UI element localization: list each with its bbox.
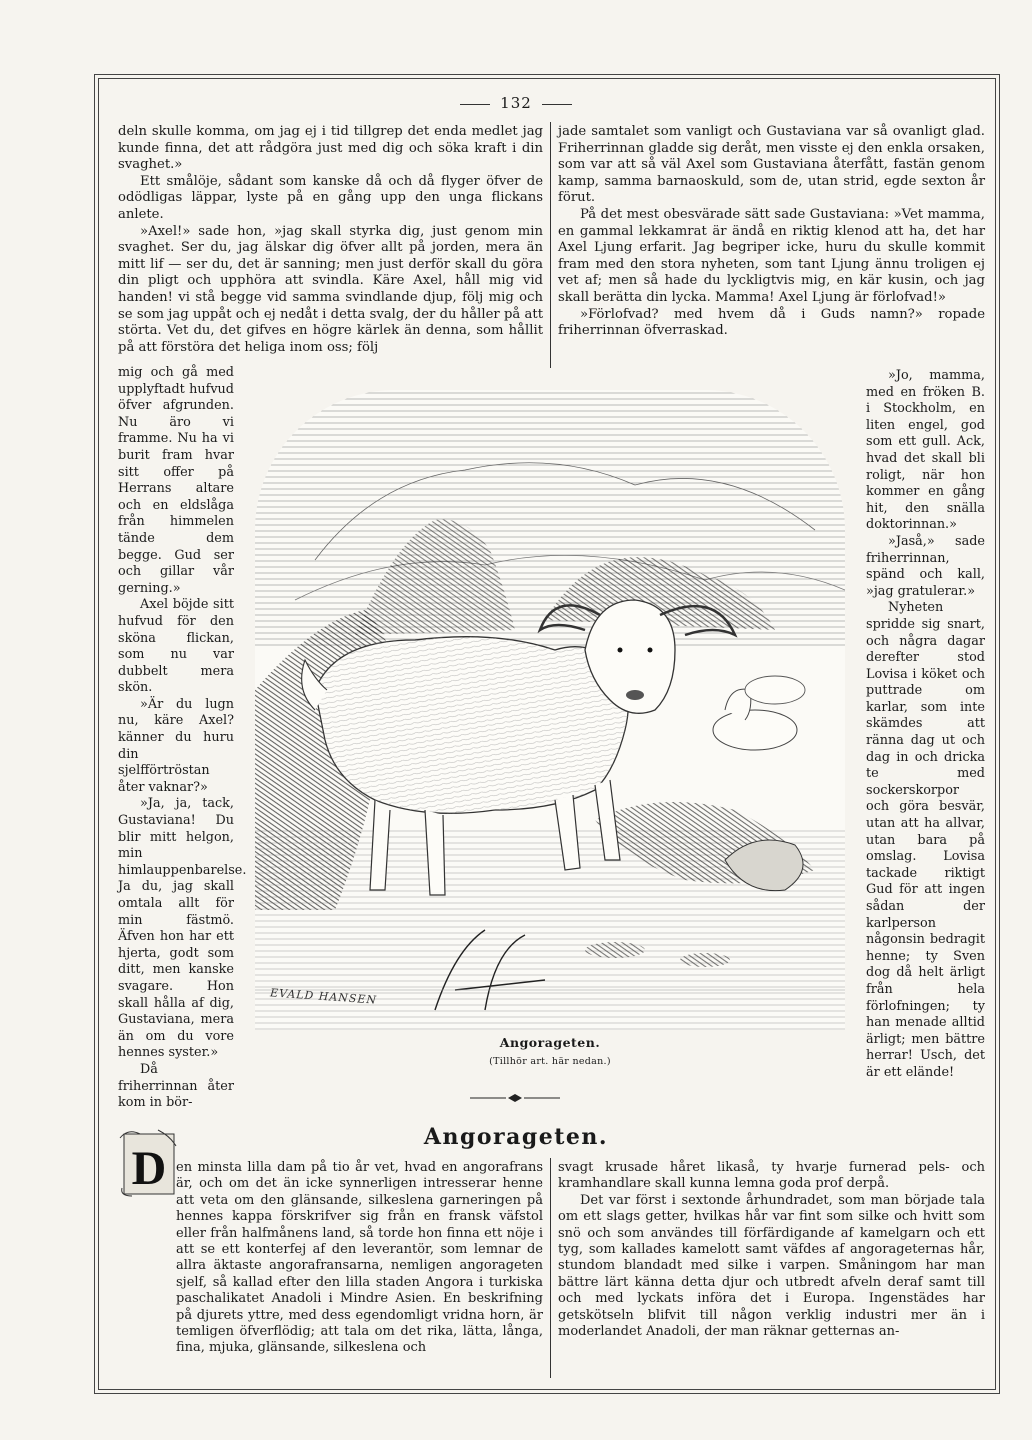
paragraph: »Axel!» sade hon, »jag skall styrka dig, just genom min svaghet. Ser du, jag älskar dig öfver allt på jorden, mera än mitt lif — ser du, det är sanning; men just derför skall du göra din pligt och upphöra att svindla. Käre Axel, håll mig vid handen! vi stå begge vid samma svindlande djup, följ mig och se som jag uppåt och ej nedåt i detta svalg, der du håller på att störta. Vet du, det gifves en högre kärlek än denna, som hållit på att förstöra det heliga inom oss; följ (118, 223, 543, 355)
illustration-caption (255, 1035, 845, 1067)
paragraph: mig och gå med upplyftadt hufvud öfver afgrunden. Nu äro vi framme. Nu ha vi burit fram hvar sitt offer på Herrans altare och en eldslåga från himmelen tände dem begge. Gud ser och gillar vår gerning.» (118, 365, 234, 596)
engraver-signature: EVALD HANSEN (269, 986, 378, 1007)
paragraph: »Jo, mamma, med en fröken B. i Stockholm, en liten engel, god som ett gull. Ack, hvad det skall bli roligt, när hon kommer en gång hit, den snälla doktorinnan.» (866, 368, 985, 533)
paragraph: en minsta lilla dam på tio år vet, hvad en angorafrans är, och om det än icke synnerligen intresserar henne att veta om den glänsande, silkeslena garneringen på hennes kappa förskrifver sig från en fransk väfstol eller från halfmånens land, så torde hon finna ett nöje i att se ett konterfej af den leverantör, som lemnar de allra äktaste angorafransarna, nemligen angorageten sjelf, så kallad efter den lilla staden Angora i turkiska paschalikatet Anadoli i Mindre Asien. En beskrifning på djurets yttre, med dess egendomligt vridna horn, är temligen öfverflödig; att tala om det rika, lätta, långa, fina, mjuka, glänsande, silkeslena och (176, 1160, 543, 1356)
paragraph: »Är du lugn nu, käre Axel? känner du huru din sjelfförtröstan åter vaknar?» (118, 696, 234, 795)
svg-text:D: D (131, 1142, 167, 1195)
article-column-divider (550, 1158, 551, 1378)
page-number: 132 (0, 94, 1032, 112)
paragraph: Då friherrinnan åter kom in bör- (118, 1061, 234, 1111)
column-right-narrow (866, 368, 985, 1082)
paragraph: svagt krusade håret likaså, ty hvarje furnerad pels- och kramhandlare skall kunna lemna goda prof derpå. (558, 1160, 985, 1192)
caption-title: Angorageten. (499, 1035, 601, 1050)
paragraph: »Ja, ja, tack, Gustaviana! Du blir mitt helgon, min himlauppenbarelse. Ja du, jag skall omtala allt för min fästmö. Äfven hon har ett hjerta, godt som ditt, men kanske svagare. Hon skall hålla af dig, Gustaviana, mera än om du vore hennes syster.» (118, 796, 247, 1061)
paragraph: Axel böjde sitt hufvud för den sköna flickan, som nu var dubbelt mera skön. (118, 597, 234, 696)
article-column-right (558, 1160, 985, 1340)
column-left-narrow (118, 365, 247, 1112)
paragraph: På det mest obesvärade sätt sade Gustaviana: »Vet mamma, en gammal lekkamrat är ändå en riktig klenod att ha, det har Axel Ljung erfarit. Jag begriper icke, huru du skulle kommit fram med den stora nyheten, som tant Ljung ännu troligen ej vet af; men så hade du lyckligtvis mig, en kär kusin, och jag skall berätta din lycka. Mamma! Axel Ljung är förlofvad!» (558, 206, 985, 305)
paragraph: Ett smålöje, sådant som kanske då och då flyger öfver de odödligas läppar, lyste på en gång upp den unga flickans anlete. (118, 173, 543, 222)
ornamental-drop-cap (118, 1128, 180, 1198)
ornamental-divider (470, 1094, 560, 1102)
column-divider (550, 122, 551, 368)
engraving-drawing (255, 390, 845, 1030)
paragraph: »Förlofvad? med hvem då i Guds namn?» ropade friherrinnan öfverraskad. (558, 306, 985, 339)
paragraph: Nyheten spridde sig snart, och några dagar derefter stod Lovisa i köket och puttrade om karlar, som inte skämdes att ränna dag ut och dag in och dricka te med sockerskorpor och göra besvär, utan att ha allvar, utan bara på omslag. Lovisa tackade riktigt Gud för att ingen sådan der karlperson någonsin bedragit henne; ty Sven dog då helt ärligt från hela förlofningen; ty han menade alltid ärligt; men bättre herrar! Usch, det är ett elände! (866, 600, 985, 1080)
paragraph: deln skulle komma, om jag ej i tid tillgrep det enda medlet jag kunde finna, det att rådgöra just med dig och söka kraft i din svaghet.» (118, 124, 543, 173)
paragraph: »Jaså,» sade friherrinnan, spänd och kall, »jag gratulerar.» (866, 533, 985, 599)
angora-goat-engraving (255, 390, 845, 1030)
column-top-right (558, 124, 985, 340)
caption-subtitle: (Tillhör art. här nedan.) (489, 1056, 611, 1067)
column-top-left (118, 124, 543, 356)
article-heading: Angorageten. (423, 1124, 609, 1150)
paragraph: Det var först i sextonde århundradet, som man började tala om ett slags getter, hvilkas hår var fint som silke och hvitt som snö och som användes till förfärdigande af kamelgarn och ett tyg, som kallades kamelott samt väfdes af angorageternas hår, stundom blandadt med silke i varpen. Småningom har man bättre lärt känna detta djur och utbredt afveln deraf samt till och med lyckats införa det i Europa. Ingenstädes har getskötseln blifvit till någon verklig industri mer än i moderlandet Anadoli, der man räknar getternas an- (558, 1192, 985, 1340)
paragraph: jade samtalet som vanligt och Gustaviana var så ovanligt glad. Friherrinnan gladde sig deråt, men visste ej den enkla orsaken, som var att så väl Axel som Gustaviana återfått, fastän genom kamp, samma barnaoskuld, som de, utan strid, egde sexton år förut. (558, 124, 985, 206)
article-column-left (176, 1160, 543, 1357)
